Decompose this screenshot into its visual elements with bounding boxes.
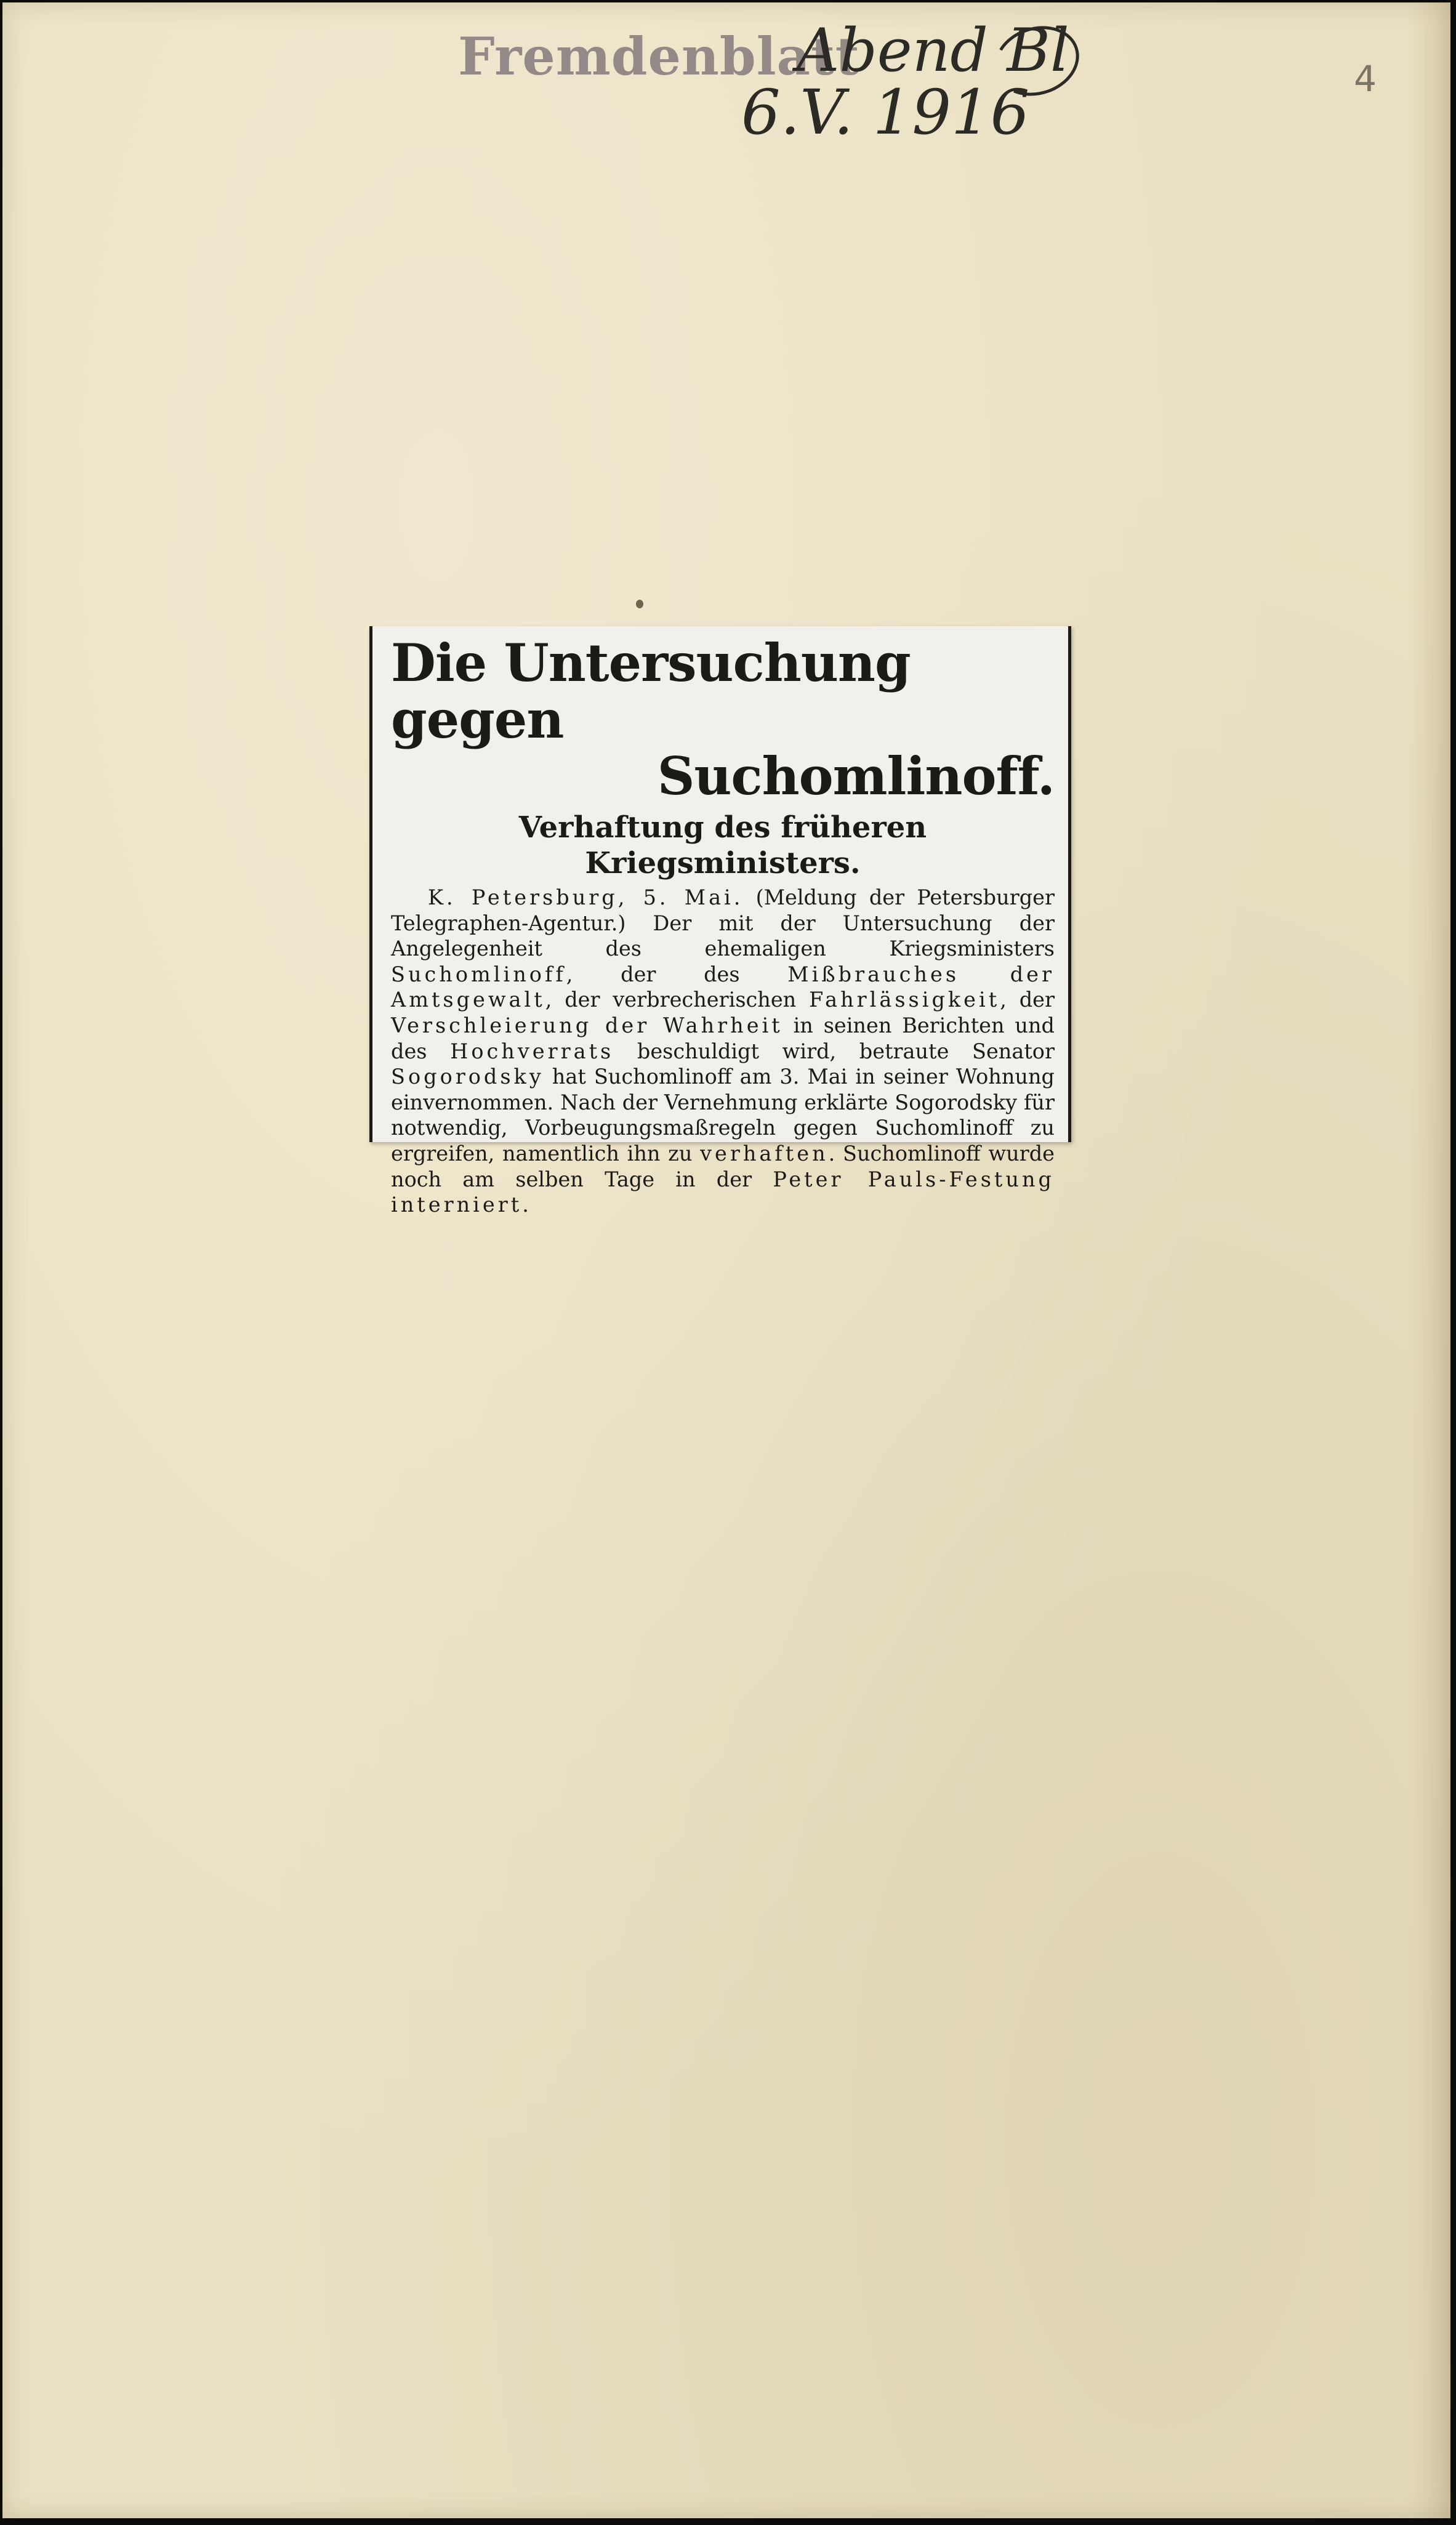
body-text: . Suchomlinoff wurde noch am selben Tage in der [391, 1141, 1055, 1191]
page-number: 4 [1354, 58, 1377, 100]
body-text: (Meldung der Petersburger Telegraphen-Agentur.) Der mit der Untersuchung der Angelegenheit des ehemaligen Kriegsministers [391, 885, 1055, 961]
emphasis-name: Suchomlinoff [391, 962, 566, 986]
clipping-title-line1: Die Untersuchung gegen [391, 632, 911, 750]
dateline: K. Petersburg, 5. Mai. [428, 885, 744, 909]
newspaper-clipping [369, 626, 1071, 1217]
emphasis-name: Sogorodsky [391, 1065, 544, 1089]
pin-mark [636, 600, 643, 608]
emphasis-charge: Fahrlässigkeit [809, 988, 1000, 1012]
body-text: , der verbrecherischen [545, 988, 810, 1012]
body-text: beschuldigt wird, betraute Senator [614, 1039, 1055, 1063]
archive-sheet [2, 2, 1450, 2518]
body-text: . [522, 1193, 529, 1217]
clipping-title-line2: Suchomlinoff. [657, 746, 1055, 807]
emphasis-charge: Mißbrauches der Amtsgewalt [391, 962, 1055, 1012]
newspaper-stamp: Fremdenblatt [458, 26, 860, 87]
body-text: in seinen Berichten und des [391, 1013, 1055, 1063]
emphasis-place: Peter Pauls-Festung interniert [391, 1167, 1055, 1217]
sheet-shadow-edge [1407, 2, 1450, 2518]
body-text: , der des [566, 962, 788, 986]
emphasis-charge: Verschleierung der Wahrheit [391, 1013, 783, 1037]
clipping-subtitle: Verhaftung des früheren Kriegsministers. [518, 810, 927, 880]
handwritten-date: 6.V. 1916 [741, 76, 1030, 148]
emphasis-action: verhaften [700, 1141, 829, 1166]
handwritten-edition-note: Abend Bl [797, 16, 1069, 85]
emphasis-charge: Hochverrats [450, 1039, 614, 1063]
body-text: , der [1000, 988, 1055, 1012]
body-text: hat Suchomlinoff am 3. Mai in seiner Wohnung einvernommen. Nach der Vernehmung erklärte Sogorodsky für notwendig, Vorbeugungsmaßregeln gegen Suchomlinoff zu ergreifen, namentlich ihn zu [391, 1065, 1055, 1166]
clipping-body [391, 885, 1055, 1218]
